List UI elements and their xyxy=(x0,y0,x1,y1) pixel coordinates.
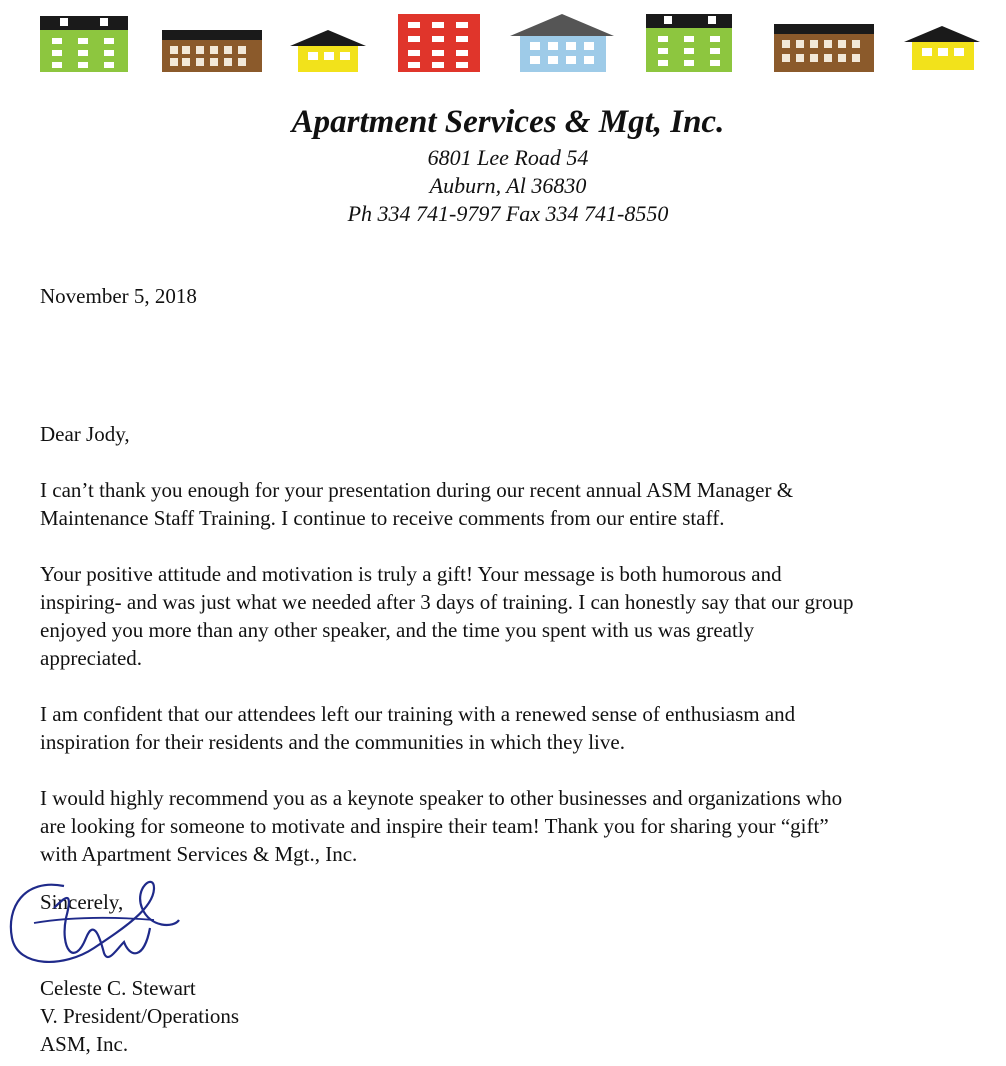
address-line-2: Auburn, Al 36830 xyxy=(429,173,587,198)
letter-date: November 5, 2018 xyxy=(40,284,197,308)
letterhead xyxy=(0,100,1006,228)
closing: Sincerely, xyxy=(40,890,124,914)
letter-body xyxy=(40,476,980,896)
signoff-block xyxy=(40,974,239,1058)
house-icon xyxy=(40,16,128,72)
phone-fax: Ph 334 741-9797 Fax 334 741-8550 xyxy=(347,201,669,226)
company-name: Apartment Services & Mgt, Inc. xyxy=(291,104,725,140)
house-icon xyxy=(646,14,732,72)
house-icon xyxy=(774,24,874,72)
signer-org: ASM, Inc. xyxy=(40,1032,129,1056)
address-line-1: 6801 Lee Road 54 xyxy=(427,145,589,170)
signer-name: Celeste C. Stewart xyxy=(40,976,196,1000)
paragraph: I am confident that our attendees left our training with a renewed sense of enthusiasm and inspiration for their residents and the communities in which they live. xyxy=(40,702,796,754)
signature xyxy=(4,868,204,978)
paragraph: I would highly recommend you as a keynote speaker to other businesses and organizations who are looking for someone to motivate and inspire their team! Thank you for sharing your “gift” with Apartment Services & Mgt., Inc. xyxy=(40,786,843,866)
signer-title: V. President/Operations xyxy=(40,1004,240,1028)
house-icon xyxy=(398,14,480,72)
paragraph: Your positive attitude and motivation is truly a gift! Your message is both humorous and inspiring- and was just what we needed after 3 days of training. I can honestly say that our group enjoyed you more than any other speaker, and the time you spent with us was greatly appreciated. xyxy=(40,562,854,670)
house-illustrations xyxy=(0,0,1006,80)
house-icon xyxy=(162,30,262,72)
paragraph: I can’t thank you enough for your presentation during our recent annual ASM Manager & Maintenance Staff Training. I continue to receive comments from our entire staff. xyxy=(40,478,794,530)
house-icon xyxy=(290,30,366,72)
house-icon xyxy=(510,14,614,72)
greeting: Dear Jody, xyxy=(40,422,130,446)
house-icon xyxy=(904,26,980,70)
